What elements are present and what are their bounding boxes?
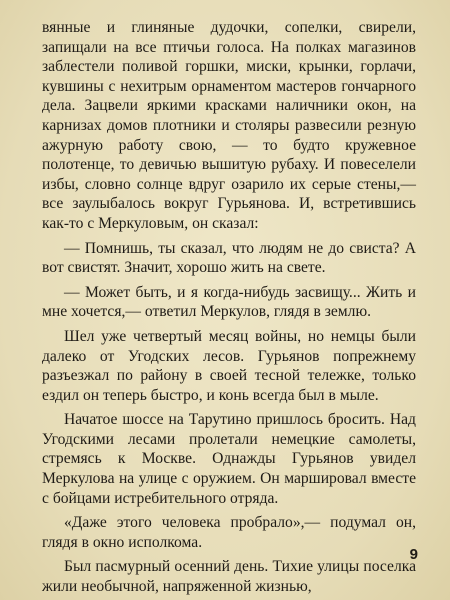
page-number: 9 [409, 546, 418, 563]
paragraph-6: «Даже этого человека пробрало»,— подумал он, глядя в окно исполкома. [42, 514, 416, 551]
paragraph-5: Начатое шоссе на Тарутино пришлось бросить. Над Угодскими лесами пролетали немецкие самолеты, стремясь к Москве. Однажды Гурьянов увидел Меркулова на улице с оружием. Он маршировал вместе с бойцами истребительного отряда. [42, 411, 416, 507]
paragraph-3: — Может быть, и я когда-нибудь засвищу... Жить и мне хочется,— ответил Меркулов, глядя в землю. [42, 283, 416, 321]
paragraph-2: — Помнишь, ты сказал, что людям не до свиста? А вот свистят. Значит, хорошо жить на свете. [42, 239, 416, 277]
paragraph-7: Был пасмурный осенний день. Тихие улицы поселка жили необычной, напряженной жизнью, [42, 558, 416, 596]
paragraph-4: Шел уже четвертый месяц войны, но немцы были далеко от Угодских лесов. Гурьянов попрежнему разъезжал по району в своей тесной тележке, только ездил он теперь быстро, и конь всегда был в мыле. [42, 327, 416, 404]
paragraph-1: вянные и глиняные дудочки, сопелки, свирели, запищали на все птичьи голоса. На полках магазинов заблестели поливой горшки, миски, крынки, горлачи, кувшины с нехитрым орнаментом мастеров гончарного дела. Зацвели яркими красками наличники окон, на карнизах домов плотники и столяры развесили резную ажурную работу свою, — то будто кружевное полотенце, то девичью вышитую рубаху. И повеселели избы, словно солнце вдруг озарило их серые стены,— все заулыбалось вокруг Гурьянова. И, встретившись как-то с Меркуловым, он сказал: [42, 19, 416, 232]
